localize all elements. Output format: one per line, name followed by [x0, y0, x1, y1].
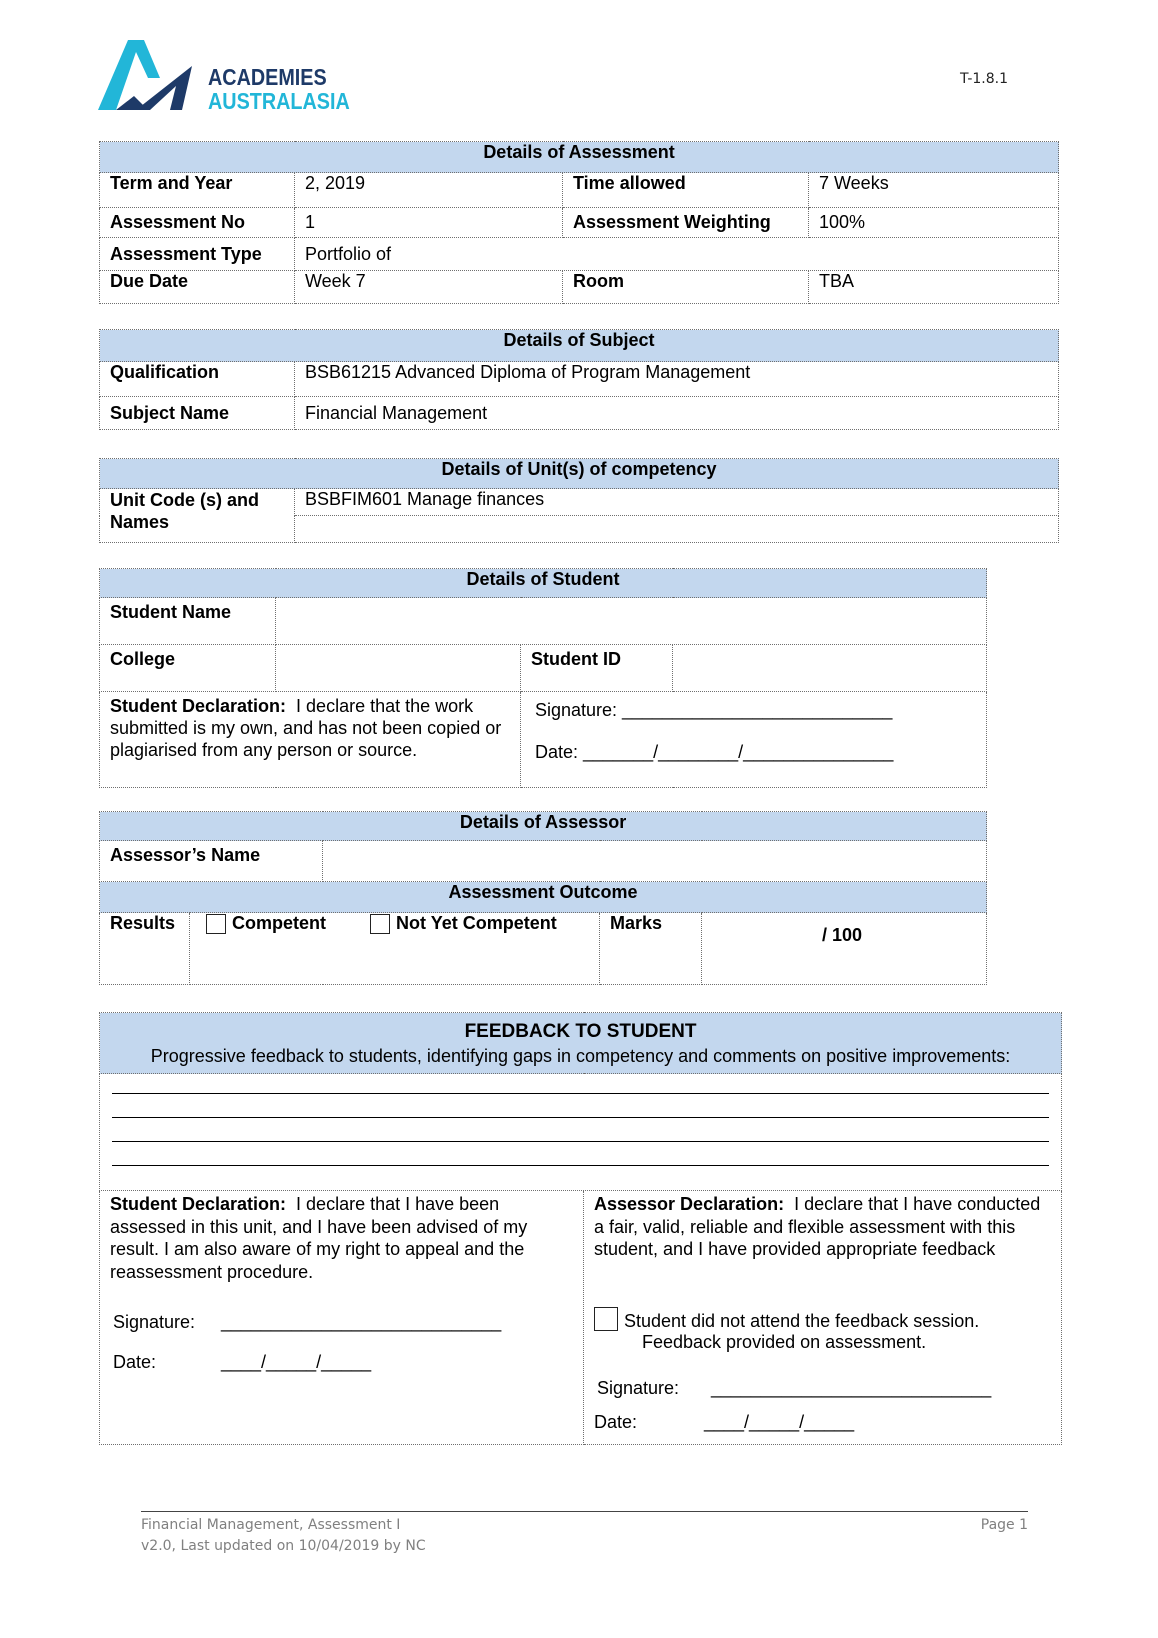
- assessor-feedback-signature-line[interactable]: ____________________________: [711, 1378, 992, 1398]
- student-signature-line[interactable]: Signature: ___________________________: [535, 700, 893, 720]
- logo-a-mark-icon: [98, 38, 198, 112]
- student-feedback-date-line[interactable]: ____/_____/_____: [221, 1352, 372, 1372]
- student-feedback-date-row[interactable]: [110, 1351, 573, 1374]
- room-value: TBA: [809, 271, 1059, 304]
- feedback-subtitle: Progressive feedback to students, identifying gaps in competency and comments on positive improvements:: [150, 1046, 1011, 1066]
- student-feedback-signature-row[interactable]: [110, 1311, 573, 1351]
- assessment-no-value: 1: [295, 208, 563, 238]
- student-signature-cell: [521, 692, 987, 788]
- assessment-outcome-heading: Assessment Outcome: [100, 882, 987, 913]
- student-feedback-date-label: Date:: [113, 1352, 157, 1372]
- assessor-feedback-date-label: Date:: [594, 1412, 638, 1432]
- feedback-header-cell: [100, 1013, 1062, 1074]
- assessor-name-field[interactable]: [323, 841, 987, 882]
- student-name-label: Student Name: [100, 598, 276, 645]
- unit-code-value: BSBFIM601 Manage finances: [295, 489, 1059, 516]
- footer-line1: Financial Management, Assessment I: [141, 1517, 401, 1533]
- results-label: Results: [100, 913, 190, 985]
- assessor-feedback-signature-row[interactable]: [594, 1377, 1051, 1411]
- academies-australasia-logo: [98, 38, 358, 118]
- not-attended-checkbox[interactable]: [594, 1307, 618, 1331]
- not-attended-row: [594, 1307, 1051, 1329]
- footer-line2: v2.0, Last updated on 10/04/2019 by NC: [141, 1538, 426, 1554]
- assessor-details-table: [99, 811, 987, 985]
- assessment-type-label: Assessment Type: [100, 238, 295, 271]
- room-label: Room: [563, 271, 809, 304]
- assessor-feedback-date-line[interactable]: ____/_____/_____: [704, 1412, 855, 1432]
- assessor-feedback-declaration-cell: [584, 1191, 1062, 1445]
- logo-line1: ACADEMIES: [208, 64, 327, 90]
- student-feedback-declaration-label: Student Declaration:: [110, 1194, 287, 1214]
- assessor-feedback-declaration-text: I declare that I have conducted a fair, valid, reliable and flexible assessment with this student, and I have provided appropriate feedback: [594, 1194, 1041, 1259]
- marks-value[interactable]: / 100: [702, 913, 987, 985]
- term-year-value: 2, 2019: [295, 173, 563, 208]
- feedback-line[interactable]: [112, 1116, 1049, 1118]
- unit-details-heading: Details of Unit(s) of competency: [100, 459, 1059, 489]
- competent-label: Competent: [232, 913, 326, 933]
- student-declaration-cell: [100, 692, 521, 788]
- assessor-name-label: Assessor’s Name: [100, 841, 323, 882]
- time-allowed-label: Time allowed: [563, 173, 809, 208]
- feedback-provided-text: Feedback provided on assessment.: [642, 1332, 927, 1352]
- feedback-line[interactable]: [112, 1092, 1049, 1094]
- qualification-label: Qualification: [100, 362, 295, 397]
- feedback-line[interactable]: [112, 1140, 1049, 1142]
- student-details-heading: Details of Student: [100, 569, 987, 598]
- unit-code-empty: [295, 516, 1059, 543]
- student-details-table: [99, 568, 987, 788]
- not-yet-competent-checkbox[interactable]: [370, 914, 390, 934]
- not-yet-competent-label: Not Yet Competent: [396, 913, 557, 933]
- footer-divider: [141, 1511, 1028, 1512]
- assessor-details-heading: Details of Assessor: [100, 812, 987, 841]
- subject-details-heading: Details of Subject: [100, 330, 1059, 362]
- marks-label: Marks: [600, 913, 702, 985]
- assessment-weighting-value: 100%: [809, 208, 1059, 238]
- not-attended-text: Student did not attend the feedback session.: [624, 1311, 980, 1331]
- subject-name-label: Subject Name: [100, 397, 295, 430]
- unit-code-label: Unit Code (s) and Names: [100, 489, 295, 543]
- student-feedback-signature-line[interactable]: ____________________________: [221, 1312, 502, 1332]
- feedback-lines-area[interactable]: [100, 1074, 1062, 1191]
- time-allowed-value: 7 Weeks: [809, 173, 1059, 208]
- student-id-label: Student ID: [521, 645, 673, 692]
- assessment-no-label: Assessment No: [100, 208, 295, 238]
- student-id-field[interactable]: [673, 645, 987, 692]
- logo-line2: AUSTRALASIA: [208, 88, 350, 114]
- subject-name-value: Financial Management: [295, 397, 1059, 430]
- unit-details-table: [99, 458, 1059, 543]
- term-year-label: Term and Year: [100, 173, 295, 208]
- assessment-details-table: [99, 141, 1059, 304]
- feedback-line[interactable]: [112, 1164, 1049, 1166]
- student-name-field[interactable]: [276, 598, 987, 645]
- feedback-heading: FEEDBACK TO STUDENT: [464, 1021, 697, 1042]
- student-date-line[interactable]: Date: _______/________/_______________: [535, 742, 894, 762]
- assessor-feedback-date-row[interactable]: [594, 1411, 1051, 1434]
- college-field[interactable]: [276, 645, 521, 692]
- student-feedback-declaration-cell: [100, 1191, 584, 1445]
- footer-page-number: Page 1: [980, 1517, 1028, 1533]
- college-label: College: [100, 645, 276, 692]
- assessment-type-value: Portfolio of: [295, 238, 1059, 271]
- student-feedback-declaration-text: I declare that I have been assessed in this unit, and I have been advised of my result. I am also aware of my right to appeal and the reassessment procedure.: [110, 1194, 528, 1282]
- assessor-feedback-declaration-label: Assessor Declaration:: [594, 1194, 785, 1214]
- student-feedback-signature-label: Signature:: [113, 1312, 196, 1332]
- due-date-label: Due Date: [100, 271, 295, 304]
- assessor-feedback-signature-label: Signature:: [597, 1378, 680, 1398]
- assessment-details-heading: Details of Assessment: [100, 142, 1059, 173]
- feedback-table: [99, 1012, 1062, 1445]
- competent-checkbox[interactable]: [206, 914, 226, 934]
- student-declaration-label: Student Declaration:: [110, 696, 287, 716]
- results-options: [190, 913, 600, 985]
- due-date-value: Week 7: [295, 271, 563, 304]
- qualification-value: BSB61215 Advanced Diploma of Program Management: [295, 362, 1059, 397]
- subject-details-table: [99, 329, 1059, 430]
- assessment-weighting-label: Assessment Weighting: [563, 208, 809, 238]
- student-declaration-text: I declare that the work submitted is my own, and has not been copied or plagiarised from any person or source.: [110, 696, 502, 760]
- document-code: T-1.8.1: [960, 71, 1008, 87]
